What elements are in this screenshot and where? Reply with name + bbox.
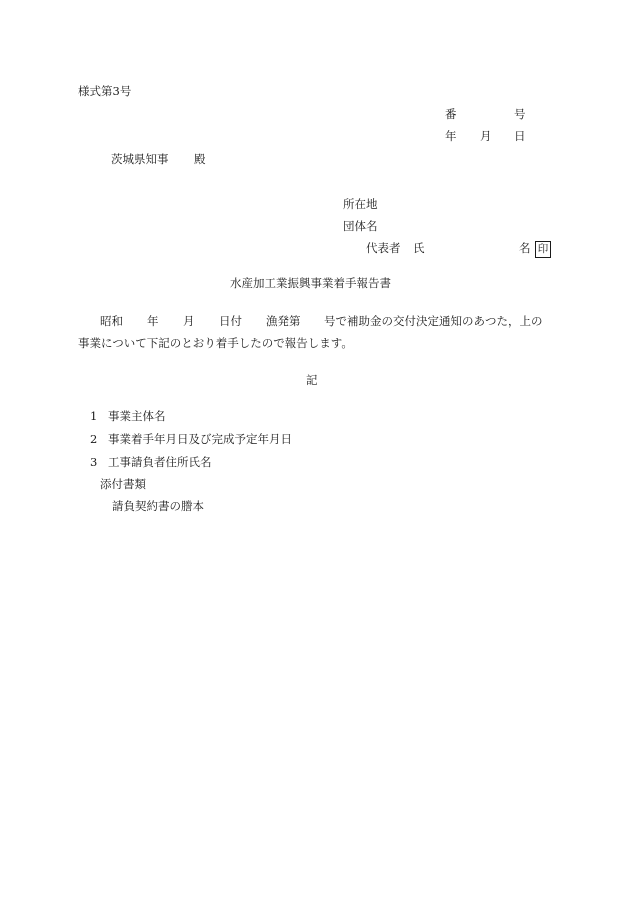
item-2-number: 2 xyxy=(90,432,98,446)
item-1-text: 事業主体名 xyxy=(108,409,166,423)
date-year: 年 xyxy=(445,129,457,143)
date-day: 日 xyxy=(514,129,526,143)
addressee-honorific: 殿 xyxy=(194,152,206,166)
org-name-label: 団体名 xyxy=(343,219,378,233)
number-suffix: 号 xyxy=(514,107,526,121)
body-line2: 事業について下記のとおり着手したので報告します。 xyxy=(78,336,353,350)
item-3-number: 3 xyxy=(90,455,98,469)
body-era: 昭和 xyxy=(100,314,123,328)
seal-mark: 印 xyxy=(535,241,551,258)
name-label-1: 氏 xyxy=(413,241,425,255)
attachments-item: 請負契約書の謄本 xyxy=(112,499,204,513)
location-label: 所在地 xyxy=(343,197,378,211)
attachments-label: 添付書類 xyxy=(100,477,146,491)
item-2-text: 事業着手年月日及び完成予定年月日 xyxy=(108,432,292,446)
name-label-2: 名 xyxy=(519,241,531,255)
body-dated: 日付 xyxy=(219,314,242,328)
ki-heading: 記 xyxy=(306,373,318,387)
date-month: 月 xyxy=(480,129,492,143)
body-year: 年 xyxy=(147,314,159,328)
addressee-recipient: 茨城県知事 xyxy=(111,152,169,166)
item-3-text: 工事請負者住所氏名 xyxy=(108,455,212,469)
document-title: 水産加工業振興事業着手報告書 xyxy=(230,276,391,290)
number-label: 番 xyxy=(445,107,457,121)
body-line1-rest: 号で補助金の交付決定通知のあつた，上の xyxy=(324,314,543,328)
item-1-number: 1 xyxy=(90,409,98,423)
representative-label: 代表者 xyxy=(366,241,401,255)
body-notice-prefix: 漁発第 xyxy=(266,314,301,328)
body-month: 月 xyxy=(183,314,195,328)
form-number: 様式第3号 xyxy=(78,84,132,98)
